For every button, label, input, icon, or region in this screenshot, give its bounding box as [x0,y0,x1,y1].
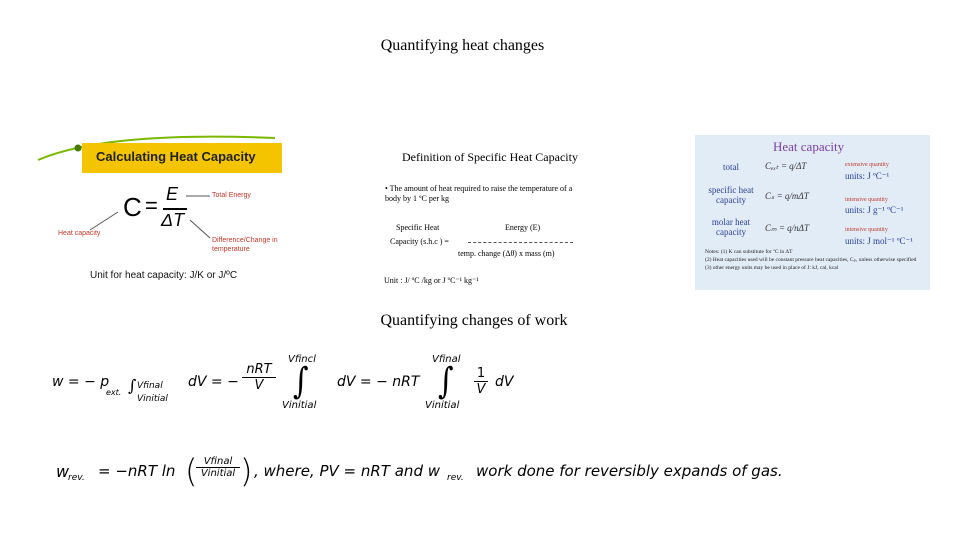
equals-sign: = [145,193,158,218]
calculating-heat-capacity-image [30,130,285,292]
int2-upper: Vfincl [288,354,316,365]
frac2-den: V [476,382,486,397]
heat-section-title: Quantifying heat changes [380,37,545,54]
eq3-frac-den: Vinitial [200,468,236,479]
specific-heat-label: Specific Heat [396,223,440,232]
heat-capacity-table-image [695,135,930,290]
row-name-total: total [723,162,739,172]
fraction-1-v [474,366,488,397]
eq1-dv: dV = − [188,374,239,390]
note-1: Notes: (1) K can substitute for ºC in ΔT [705,249,793,255]
fraction-nrt-v [242,362,276,393]
eq1-sub: ext. [106,388,122,397]
left-paren-icon: ( [185,452,198,490]
unit-line: Unit for heat capacity: J/K or J/ºC [90,270,238,281]
formula-specific: Cₛ = q/mΔT [765,191,809,201]
eq2-dv: dV = − nRT [337,374,420,390]
eq3-rest: , where, PV = nRT and w [254,462,440,480]
frac-num: nRT [246,362,272,377]
note-3: (3) other energy units may be used in place of J: kJ, cal, kcal [705,265,839,271]
integral-1-icon: ∫ [128,376,137,395]
frac-den: V [254,378,264,393]
integral-3-icon: ∫ [438,360,454,403]
qty-total: extensive quantity [845,162,889,168]
c-symbol: C [123,192,142,222]
banner-label: Calculating Heat Capacity [96,149,256,164]
eq1-lhs: w = − p [52,374,110,390]
eq3-mid: = −nRT ln [98,462,176,480]
eq2-end: dV [495,374,514,390]
difference-label: Difference/Change in temperature [212,237,278,253]
eq3-sub2: rev. [447,473,464,483]
definition-heading: Definition of Specific Heat Capacity [402,150,578,164]
row-name-specific: specific heat capacity [708,185,754,205]
row-name-molar: molar heat capacity [711,217,751,237]
total-energy-label: Total Energy [212,192,251,199]
int1-lower: Vinitial [137,394,168,404]
heat-capacity-label: Heat capacity [58,230,101,237]
eq3-frac-num: Vfinal [203,456,233,467]
units-total: units: J ºC⁻¹ [845,171,890,181]
units-molar: units: J mol⁻¹ ºC⁻¹ [845,236,913,246]
denominator: ΔT [161,210,185,230]
definition-bullet: • The amount of heat required to raise the temperature of a body by 1 ºC per kg [385,184,573,203]
units-specific: units: J g⁻¹ ºC⁻¹ [845,205,904,215]
notes [705,248,927,272]
energy-label: Energy (E) [505,223,541,232]
capacity-label: Capacity (s.h.c ) = [390,237,449,246]
qty-molar: intensive quantity [845,227,888,233]
eq3-w: w [56,462,70,481]
table-heading: Heat capacity [773,139,845,154]
formula-molar: Cₘ = q/nΔT [765,223,809,233]
fraction-vfinal-vinitial [196,456,240,479]
denominator-label: temp. change (Δθ) x mass (m) [458,249,555,258]
formula-total: Cₑₓₜ = q/ΔT [765,161,807,171]
integral-2-icon: ∫ [293,360,309,403]
note-2: (2) Heat capacities used will be constant pressure heat capacities, Cₚ, unless otherwise specified [705,257,917,263]
int1-upper: Vfinal [137,381,163,391]
specific-heat-definition-image [380,145,598,290]
int3-lower: Vinitial [425,400,460,411]
qty-specific: intensive quantity [845,197,888,203]
int3-upper: Vfinal [432,354,461,365]
right-paren-icon: ) [240,452,253,490]
eq3-sub: rev. [68,473,85,483]
int2-lower: Vinitial [282,400,317,411]
numerator: E [166,184,179,204]
fraction-dashes [468,242,573,243]
frac2-num: 1 [476,366,486,381]
eq3-tail: work done for reversibly expands of gas. [476,462,783,480]
work-section-title: Quantifying changes of work [380,312,568,329]
unit-label: Unit : J/ ºC /kg or J ºC⁻¹ kg⁻¹ [384,276,479,285]
arrows [30,130,285,292]
